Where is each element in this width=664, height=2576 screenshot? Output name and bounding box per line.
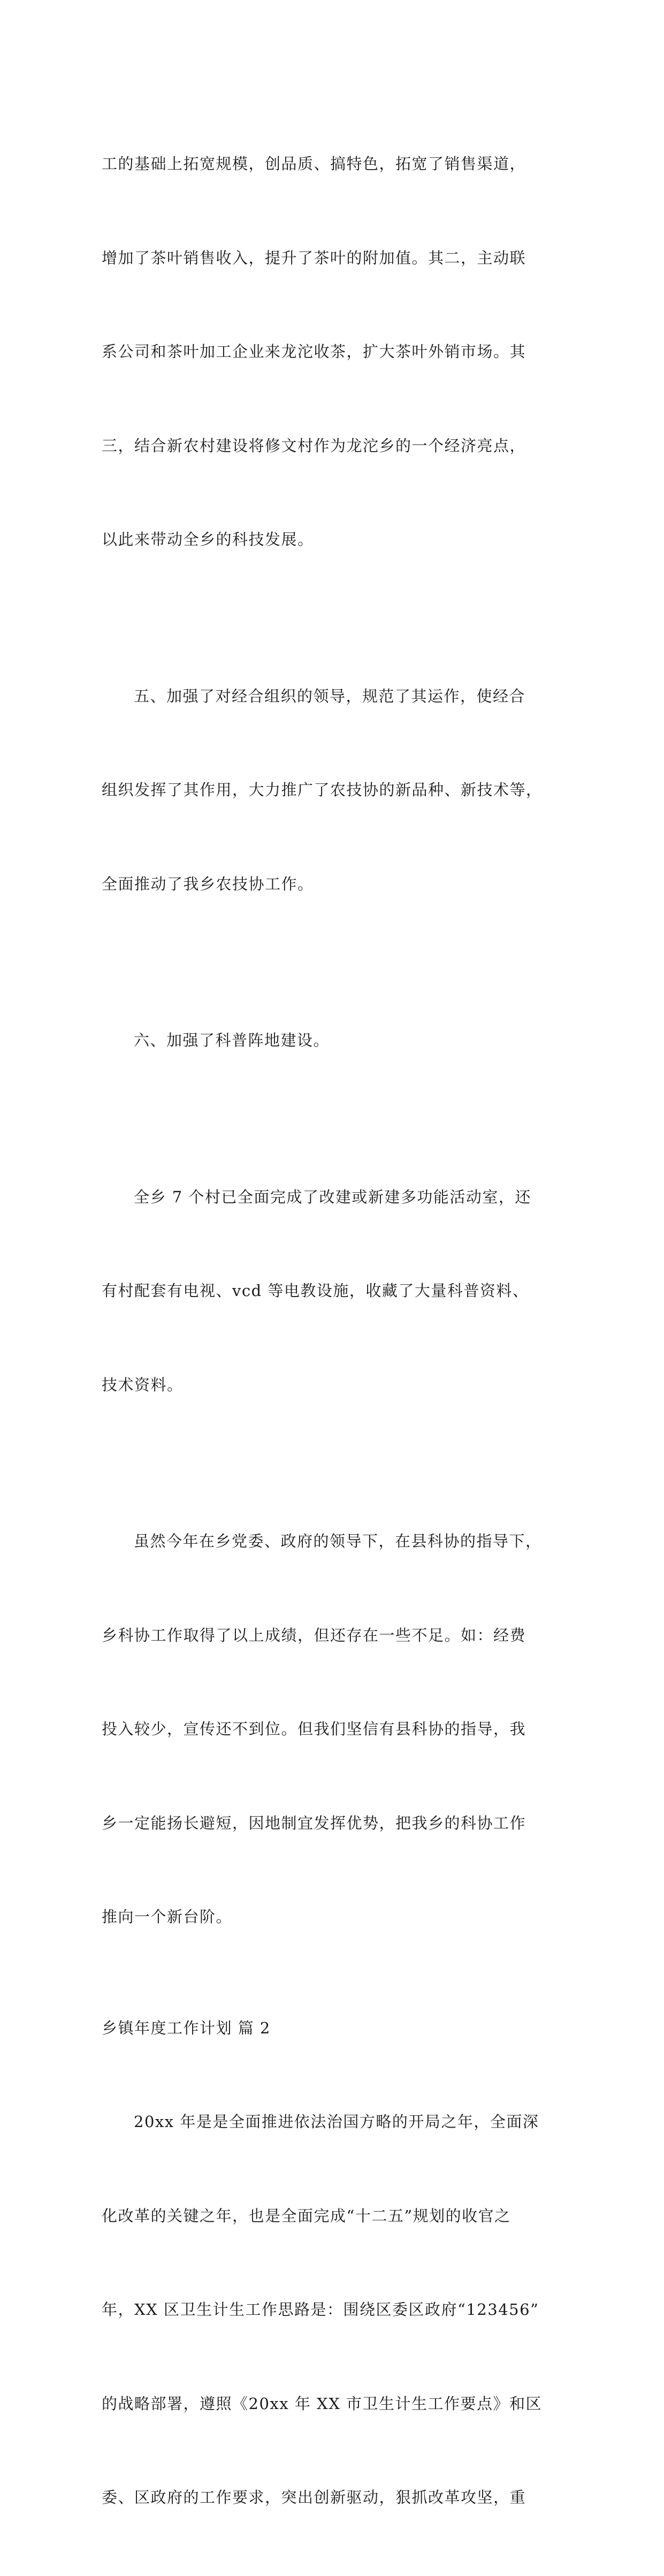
text-line: 六、加强了科普阵地建设。: [134, 1031, 330, 1049]
text-line: 工的基础上拓宽规模，创品质、搞特色，拓宽了销售渠道，: [102, 155, 526, 173]
text-line: 技术资料。: [102, 1375, 184, 1394]
document-body: [102, 86, 573, 2576]
text-line: 虽然今年在乡党委、政府的领导下，在县科协的指导下，: [134, 1532, 542, 1550]
text-line: 化改革的关键之年，也是全面完成“十二五”规划的收官之: [102, 2206, 511, 2225]
text-line: 委、区政府的工作要求，突出创新驱动，狠抓改革攻坚，重: [102, 2488, 526, 2506]
text-line: 增加了茶叶销售收入，提升了茶叶的附加值。其二，主动联: [102, 248, 526, 267]
text-line: 系公司和茶叶加工企业来龙沱收茶，扩大茶叶外销市场。其: [102, 342, 526, 361]
paragraph-summary: [102, 1463, 573, 1995]
text-line: 推向一个新台阶。: [102, 1908, 233, 1926]
section-heading: 乡镇年度工作计划 篇 2: [102, 2018, 271, 2037]
text-line: 全乡 7 个村已全面完成了改建或新建多功能活动室，还: [134, 1187, 531, 1206]
paragraph-activity-rooms: [102, 1119, 573, 1464]
paragraph-tea-industry: [102, 86, 573, 618]
text-line: 三，结合新农村建设将修文村作为龙沱乡的一个经济亮点，: [102, 436, 526, 455]
text-line: 以此来带动全乡的科技发展。: [102, 530, 314, 548]
paragraph-health-plan: [102, 2044, 573, 2576]
text-line: 有村配套有电视、vcd 等电教设施，收藏了大量科普资料、: [102, 1282, 529, 1300]
text-line: 全面推动了我乡农技协工作。: [102, 874, 314, 893]
paragraph-science-base: [102, 962, 573, 1119]
paragraph-cooperative-leadership: [102, 618, 573, 963]
text-line: 20xx 年是是全面推进依法治国方略的开局之年，全面深: [134, 2113, 539, 2131]
text-line: 五、加强了对经合组织的领导，规范了其运作，使经合: [134, 687, 526, 705]
text-line: 年，XX 区卫生计生工作思路是：围绕区委区政府“123456”: [102, 2300, 539, 2319]
text-line: 的战略部署，遵照《20xx 年 XX 市卫生计生工作要点》和区: [102, 2394, 543, 2413]
text-line: 投入较少，宣传还不到位。但我们坚信有县科协的指导，我: [102, 1720, 526, 1738]
text-line: 乡科协工作取得了以上成绩，但还存在一些不足。如：经费: [102, 1626, 526, 1644]
text-line: 乡一定能扬长避短，因地制宜发挥优势，把我乡的科协工作: [102, 1813, 526, 1832]
text-line: 组织发挥了其作用，大力推广了农技协的新品种、新技术等，: [102, 781, 543, 799]
